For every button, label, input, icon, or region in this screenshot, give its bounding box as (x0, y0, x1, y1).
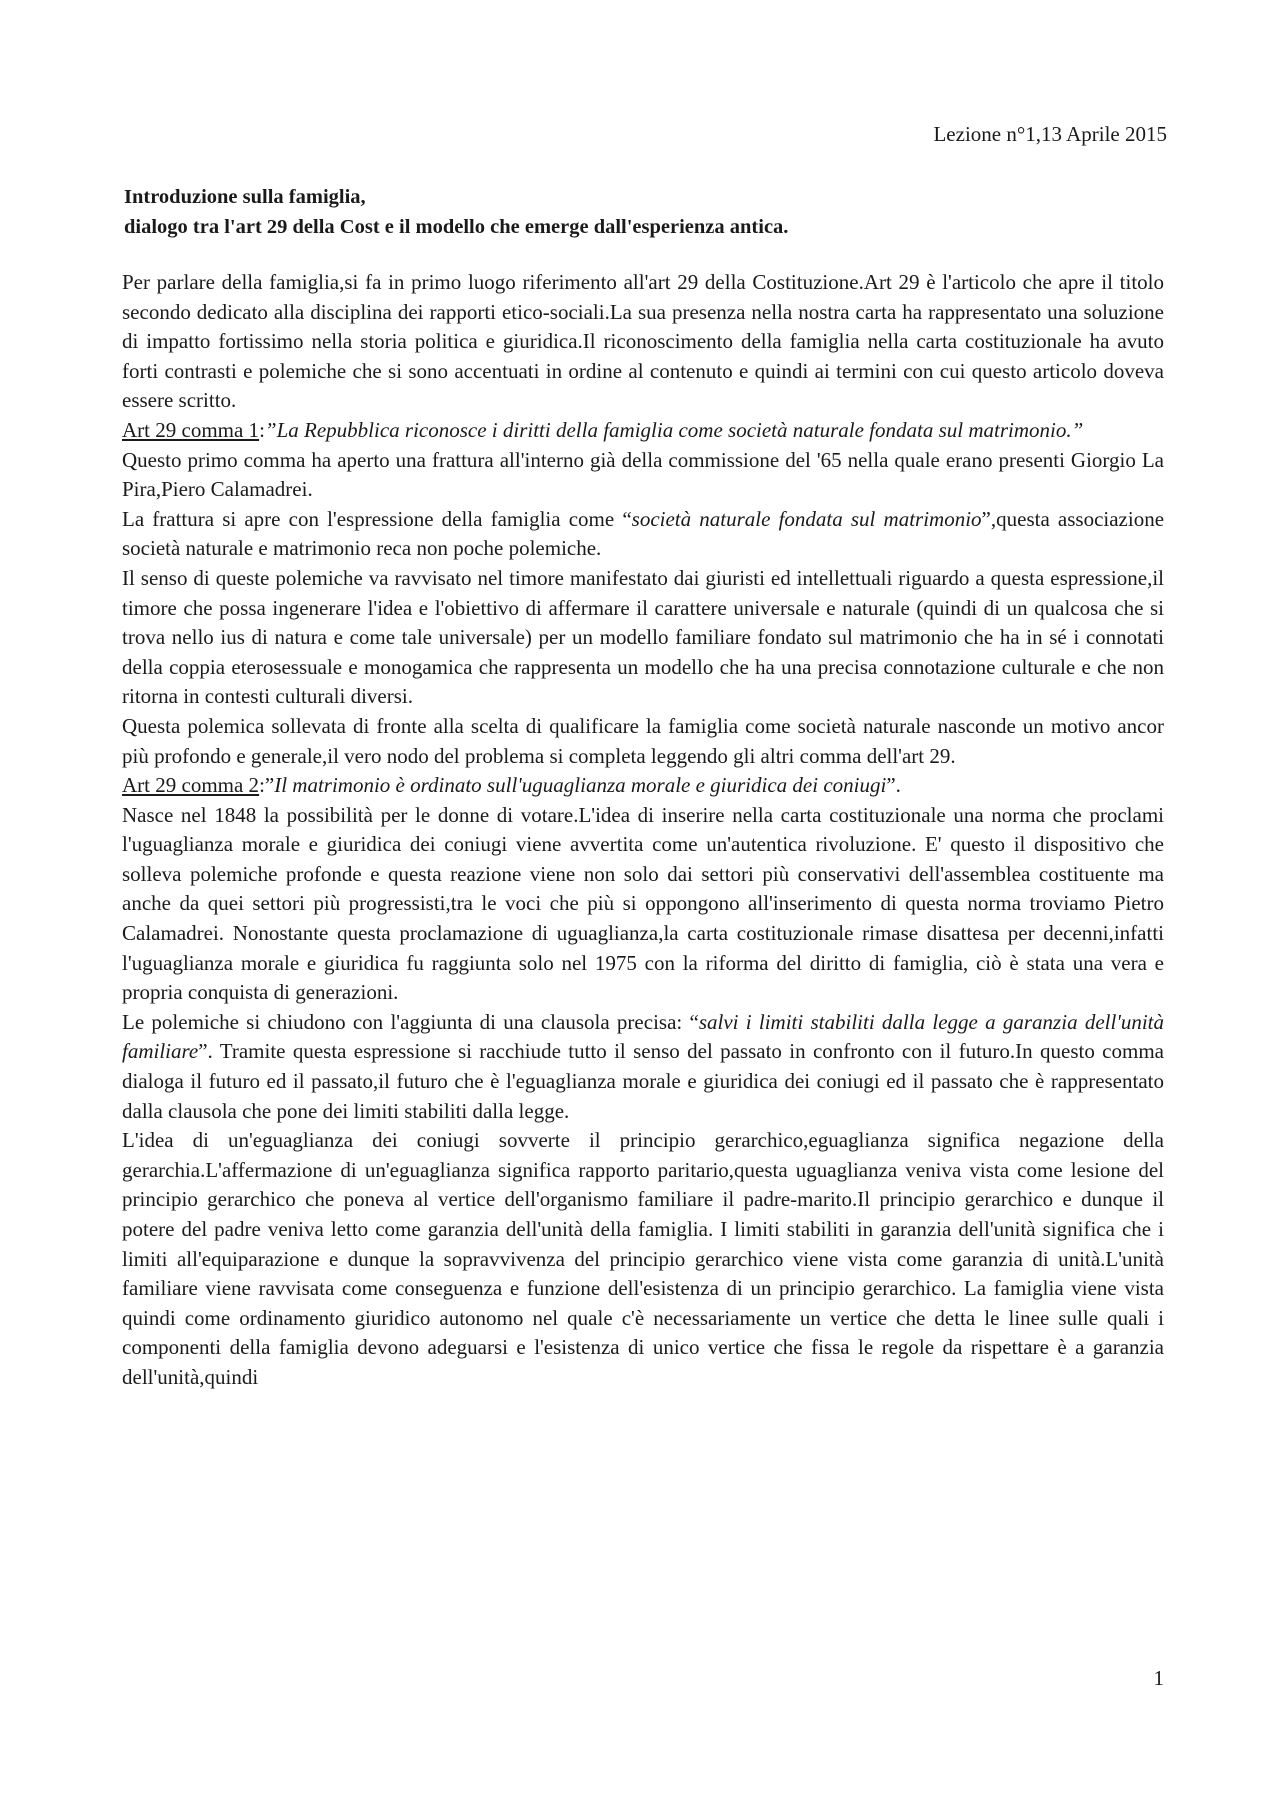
paragraph-clausola (122, 1008, 1164, 1126)
page-number: 1 (1153, 1666, 1164, 1690)
title-line-2: dialogo tra l'art 29 della Cost e il modello che emerge dall'esperienza antica. (124, 216, 789, 238)
document-body (122, 268, 1164, 1393)
paragraph-polemica-sollevata: Questa polemica sollevata di fronte alla scelta di qualificare la famiglia come società naturale nasconde un motivo ancor più profondo e generale,il vero nodo del problema si completa leggendo gli altri comma dell'art 29. (122, 713, 1164, 768)
text-segment: Le polemiche si chiudono con l'aggiunta di una clausola precisa: “ (122, 1009, 699, 1034)
separator: : (259, 417, 265, 442)
text-segment: ”,questa associazione società naturale e matrimonio reca non poche polemiche. (122, 506, 1165, 561)
separator: :” (259, 773, 275, 798)
paragraph-principio-gerarchico: L'idea di un'eguaglianza dei coniugi sovverte il principio gerarchico,eguaglianza significa negazione della gerarchia.L'affermazione di un'eguaglianza significa rapporto paritario,questa uguaglianza veniva vista come lesione del principio gerarchico che poneva al vertice dell'organismo familiare il padre-marito.Il principio gerarchico e dunque il potere del padre veniva letto come garanzia dell'unità della famiglia. I limiti stabiliti in garanzia dell'unità significa che i limiti all'equiparazione e dunque la sopravvivenza del principio gerarchico viene vista come garanzia di unità.L'unità familiare viene ravvisata come conseguenza e funzione dell'esistenza di un principio gerarchico. La famiglia viene vista quindi come ordinamento giuridico autonomo nel quale c'è necessariamente un vertice che detta le linee sulle quali i componenti della famiglia devono adeguarsi e l'esistenza di unico vertice che fissa le regole da rispettare è a garanzia dell'unità,quindi (122, 1128, 1164, 1389)
document-title (124, 182, 1164, 242)
quoted-expression: società naturale fondata sul matrimonio (631, 506, 982, 531)
paragraph-frattura-commissione: Questo primo comma ha aperto una frattura all'interno già della commissione del '65 nella quale erano presenti Giorgio La Pira,Piero Calamadrei. (122, 447, 1164, 502)
paragraph-senso-polemiche: Il senso di queste polemiche va ravvisato nel timore manifestato dai giuristi ed intellettuali riguardo a questa espressione,il timore che possa ingenerare l'idea e l'obiettivo di affermare il carattere universale e naturale (quindi di un qualcosa che si trova nello ius di natura e come tale universale) per un modello familiare fondato sul matrimonio che ha in sé i connotati della coppia eterosessuale e monogamica che rappresenta un modello che ha una precisa connotazione culturale e che non ritorna in contesti culturali diversi. (122, 565, 1164, 709)
paragraph-art29-comma1 (122, 416, 1164, 446)
article-reference: Art 29 comma 1 (122, 417, 260, 442)
paragraph-intro: Per parlare della famiglia,si fa in primo luogo riferimento all'art 29 della Costituzione.Art 29 è l'articolo che apre il titolo secondo dedicato alla disciplina dei rapporti etico-sociali.La sua presenza nella nostra carta ha rappresentato una soluzione di impatto fortissimo nella storia politica e giuridica.Il riconoscimento della famiglia nella carta costituzionale ha avuto forti contrasti e polemiche che si sono accentuati in ordine al contenuto e quindi ai termini con cui questo articolo doveva essere scritto. (122, 270, 1164, 413)
article-reference: Art 29 comma 2 (122, 773, 260, 798)
text-segment: La frattura si apre con l'espressione della famiglia come “ (122, 506, 632, 531)
paragraph-art29-comma2 (122, 771, 1164, 801)
text-segment: ”. Tramite questa espressione si racchiude tutto il senso del passato in confronto con il futuro.In questo comma dialoga il futuro ed il passato,il futuro che è l'eguaglianza morale e giuridica dei coniugi ed il passato che è rappresentato dalla clausola che pone dei limiti stabiliti dalla legge. (122, 1039, 1164, 1123)
paragraph-uguaglianza-coniugi: Nasce nel 1848 la possibilità per le donne di votare.L'idea di inserire nella carta costituzionale una norma che proclami l'uguaglianza morale e giuridica dei coniugi viene avvertita come un'autentica rivoluzione. E' questo il dispositivo che solleva polemiche profonde e questa reazione viene non solo dai settori più conservativi dell'assemblea costituente ma anche da quei settori più progressisti,tra le voci che più si oppongono all'inserimento di questa norma troviamo Pietro Calamadrei. Nonostante questa proclamazione di uguaglianza,la carta costituzionale rimase disattesa per decenni,infatti l'uguaglianza morale e giuridica fu raggiunta solo nel 1975 con la riforma del diritto di famiglia, ciò è stata una vera e propria conquista di generazioni. (122, 802, 1164, 1005)
title-line-1: Introduzione sulla famiglia, (124, 186, 366, 208)
quoted-clause: salvi i limiti stabiliti dalla legge a garanzia dell'unità familiare (122, 1009, 1164, 1064)
paragraph-societa-naturale (122, 505, 1164, 564)
separator: ”. (886, 773, 901, 798)
article-quote: ”La Repubblica riconosce i diritti della famiglia come società naturale fondata sul matrimonio.” (264, 417, 1084, 442)
lecture-date: Lezione n°1,13 Aprile 2015 (933, 122, 1167, 146)
article-quote: Il matrimonio è ordinato sull'uguaglianza morale e giuridica dei coniugi (274, 773, 887, 798)
